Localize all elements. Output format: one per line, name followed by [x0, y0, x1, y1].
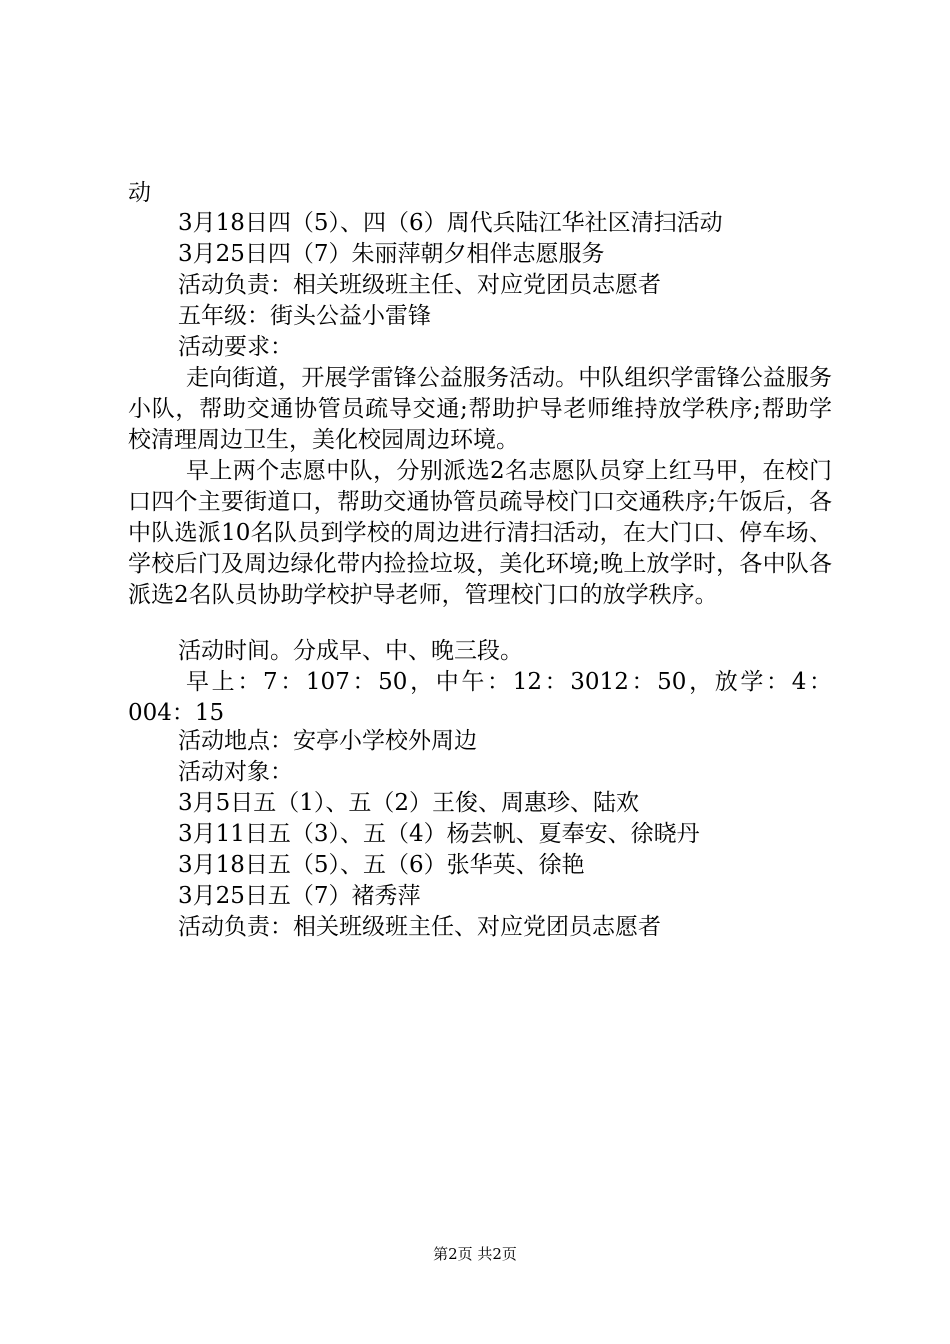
- text-line-mar5: 3月5日五（1）、五（2）王俊、周惠珍、陆欢: [178, 790, 640, 816]
- text-line-responsible: 活动负责：相关班级班主任、对应党团员志愿者: [178, 272, 661, 298]
- text-line-activity-time: 活动时间。分成早、中、晚三段。: [178, 638, 523, 664]
- section-heading-grade5: 五年级：街头公益小雷锋: [178, 303, 431, 329]
- text-line-grade4-class5-6: 3月18日四（5）、四（6）周代兵陆江华社区清扫活动: [178, 210, 723, 236]
- paragraph-time-slots: 早上：7：107：50，中午：12：3012：50，放学：4：004：15: [128, 669, 832, 726]
- text-line-mar11: 3月11日五（3）、五（4）杨芸帆、夏奉安、徐晓丹: [178, 821, 700, 847]
- paragraph-requirements: 走向街道，开展学雷锋公益服务活动。中队组织学雷锋公益服务小队，帮助交通协管员疏导交通;帮助护导老师维持放学秩序;帮助学校清理周边卫生，美化校园周边环境。: [128, 365, 832, 453]
- text-line-mar18: 3月18日五（5）、五（6）张华英、徐艳: [178, 852, 585, 878]
- page-number-footer: 第2页 共2页: [433, 1245, 517, 1263]
- text-line-continuation: 动: [128, 180, 151, 206]
- text-line-responsible-grade5: 活动负责：相关班级班主任、对应党团员志愿者: [178, 914, 661, 940]
- text-line-location: 活动地点：安亭小学校外周边: [178, 728, 477, 754]
- text-line-mar25: 3月25日五（7）褚秀萍: [178, 883, 421, 909]
- paragraph-arrangement: 早上两个志愿中队，分别派选2名志愿队员穿上红马甲，在校门口四个主要街道口，帮助交通协管员疏导校门口交通秩序;午饭后，各中队选派10名队员到学校的周边进行清扫活动，在大门口、停车场、学校后门及周边绿化带内捡捡垃圾，美化环境;晚上放学时，各中队各派选2名队员协助学校护导老师，管理校门口的放学秩序。: [128, 458, 832, 608]
- text-line-participants-label: 活动对象：: [178, 759, 293, 785]
- text-line-requirements-label: 活动要求：: [178, 334, 293, 360]
- text-line-grade4-class7: 3月25日四（7）朱丽萍朝夕相伴志愿服务: [178, 241, 605, 267]
